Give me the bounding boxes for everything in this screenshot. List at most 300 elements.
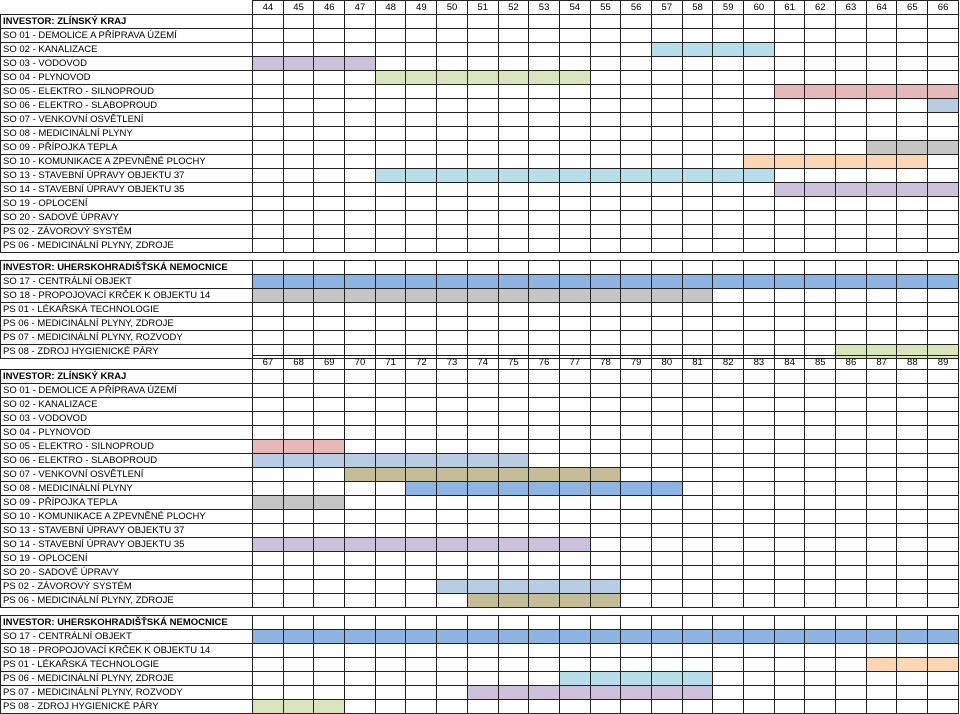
week-cell bbox=[437, 440, 468, 454]
task-row bbox=[1, 482, 959, 496]
week-cell bbox=[529, 644, 560, 658]
week-cell bbox=[713, 700, 744, 714]
week-cell bbox=[529, 552, 560, 566]
week-cell bbox=[559, 15, 590, 29]
week-cell bbox=[651, 141, 682, 155]
week-cell bbox=[713, 440, 744, 454]
week-cell bbox=[621, 331, 652, 345]
week-cell bbox=[682, 496, 713, 510]
week-cell bbox=[744, 261, 775, 275]
week-cell bbox=[897, 700, 928, 714]
week-cell bbox=[498, 566, 529, 580]
week-cell bbox=[928, 412, 959, 426]
task-label: SO 02 - KANALIZACE bbox=[1, 43, 253, 57]
week-cell bbox=[836, 29, 867, 43]
week-cell bbox=[253, 303, 284, 317]
schedule-bar-segment bbox=[406, 289, 437, 303]
week-cell bbox=[314, 370, 345, 384]
week-cell bbox=[559, 658, 590, 672]
schedule-bar-segment bbox=[651, 686, 682, 700]
task-label: SO 10 - KOMUNIKACE A ZPEVNĚNÉ PLOCHY bbox=[1, 510, 253, 524]
week-cell bbox=[897, 15, 928, 29]
week-cell bbox=[651, 99, 682, 113]
schedule-bar-segment bbox=[406, 454, 437, 468]
schedule-bar-segment bbox=[559, 289, 590, 303]
week-cell bbox=[498, 113, 529, 127]
week-cell bbox=[590, 71, 621, 85]
week-cell bbox=[621, 616, 652, 630]
schedule-bar-segment bbox=[375, 454, 406, 468]
week-cell bbox=[590, 57, 621, 71]
schedule-bar-segment bbox=[621, 169, 652, 183]
week-cell bbox=[897, 686, 928, 700]
week-number: 56 bbox=[621, 1, 652, 15]
week-cell bbox=[375, 99, 406, 113]
week-cell bbox=[651, 384, 682, 398]
week-cell bbox=[928, 566, 959, 580]
week-cell bbox=[314, 331, 345, 345]
week-cell bbox=[406, 211, 437, 225]
task-label: SO 20 - SADOVÉ ÚPRAVY bbox=[1, 211, 253, 225]
week-cell bbox=[314, 29, 345, 43]
week-cell bbox=[529, 700, 560, 714]
week-cell bbox=[406, 261, 437, 275]
week-cell bbox=[375, 658, 406, 672]
week-cell bbox=[529, 412, 560, 426]
week-cell bbox=[897, 127, 928, 141]
week-cell bbox=[437, 398, 468, 412]
week-cell bbox=[866, 289, 897, 303]
week-cell bbox=[253, 331, 284, 345]
task-row bbox=[1, 594, 959, 608]
week-cell bbox=[406, 580, 437, 594]
week-cell bbox=[866, 370, 897, 384]
week-cell bbox=[467, 426, 498, 440]
schedule-bar-segment bbox=[529, 580, 560, 594]
week-cell bbox=[253, 616, 284, 630]
week-number: 47 bbox=[345, 1, 376, 15]
week-cell bbox=[805, 99, 836, 113]
week-cell bbox=[682, 57, 713, 71]
schedule-bar-segment bbox=[621, 686, 652, 700]
week-cell bbox=[314, 524, 345, 538]
week-cell bbox=[836, 672, 867, 686]
week-cell bbox=[590, 370, 621, 384]
week-cell bbox=[283, 261, 314, 275]
schedule-bar-segment bbox=[682, 686, 713, 700]
schedule-bar-segment bbox=[744, 43, 775, 57]
week-cell bbox=[774, 43, 805, 57]
task-row bbox=[1, 524, 959, 538]
week-cell bbox=[774, 197, 805, 211]
week-cell bbox=[805, 398, 836, 412]
schedule-bar-segment bbox=[345, 468, 376, 482]
week-cell bbox=[713, 197, 744, 211]
task-row bbox=[1, 225, 959, 239]
week-cell bbox=[375, 510, 406, 524]
schedule-bar-segment bbox=[437, 275, 468, 289]
week-cell bbox=[897, 43, 928, 57]
schedule-bar-segment bbox=[836, 85, 867, 99]
week-cell bbox=[437, 261, 468, 275]
week-cell bbox=[744, 644, 775, 658]
week-cell bbox=[744, 370, 775, 384]
week-cell bbox=[498, 644, 529, 658]
week-cell bbox=[621, 43, 652, 57]
week-cell bbox=[375, 239, 406, 253]
week-cell bbox=[836, 412, 867, 426]
week-cell bbox=[928, 468, 959, 482]
week-number: 50 bbox=[437, 1, 468, 15]
schedule-bar-segment bbox=[590, 468, 621, 482]
schedule-bar-segment bbox=[805, 183, 836, 197]
week-cell bbox=[253, 398, 284, 412]
week-cell bbox=[406, 155, 437, 169]
week-cell bbox=[345, 496, 376, 510]
week-cell bbox=[406, 99, 437, 113]
week-cell bbox=[314, 398, 345, 412]
week-cell bbox=[713, 183, 744, 197]
week-cell bbox=[713, 57, 744, 71]
schedule-bar-segment bbox=[897, 275, 928, 289]
week-cell bbox=[744, 566, 775, 580]
week-cell bbox=[713, 468, 744, 482]
week-cell bbox=[621, 384, 652, 398]
schedule-bar-segment bbox=[651, 43, 682, 57]
week-cell bbox=[437, 594, 468, 608]
week-cell bbox=[375, 85, 406, 99]
week-cell bbox=[253, 468, 284, 482]
week-cell bbox=[559, 113, 590, 127]
week-cell bbox=[928, 594, 959, 608]
week-cell bbox=[529, 496, 560, 510]
week-cell bbox=[805, 552, 836, 566]
week-cell bbox=[437, 43, 468, 57]
week-cell bbox=[375, 15, 406, 29]
week-cell bbox=[866, 169, 897, 183]
week-cell bbox=[529, 57, 560, 71]
investor-label: INVESTOR: UHERSKOHRADIŠŤSKÁ NEMOCNICE bbox=[1, 261, 253, 275]
week-cell bbox=[345, 566, 376, 580]
week-cell bbox=[590, 155, 621, 169]
week-cell bbox=[345, 370, 376, 384]
week-cell bbox=[744, 412, 775, 426]
week-cell bbox=[866, 261, 897, 275]
schedule-bar-segment bbox=[559, 482, 590, 496]
schedule-bar-segment bbox=[559, 169, 590, 183]
task-label: PS 07 - MEDICINÁLNÍ PLYNY, ROZVODY bbox=[1, 331, 253, 345]
task-row bbox=[1, 99, 959, 113]
week-cell bbox=[529, 155, 560, 169]
week-cell bbox=[621, 225, 652, 239]
week-cell bbox=[498, 225, 529, 239]
week-cell bbox=[498, 398, 529, 412]
week-cell bbox=[682, 510, 713, 524]
week-cell bbox=[805, 57, 836, 71]
week-cell bbox=[774, 317, 805, 331]
week-cell bbox=[713, 672, 744, 686]
week-cell bbox=[928, 384, 959, 398]
schedule-bar-segment bbox=[559, 580, 590, 594]
week-cell bbox=[345, 384, 376, 398]
week-cell bbox=[744, 398, 775, 412]
schedule-bar-segment bbox=[805, 630, 836, 644]
week-cell bbox=[529, 261, 560, 275]
separator-cell bbox=[1, 608, 959, 616]
week-cell bbox=[897, 426, 928, 440]
week-number: 73 bbox=[437, 356, 468, 370]
week-cell bbox=[529, 197, 560, 211]
schedule-bar-segment bbox=[928, 99, 959, 113]
task-row bbox=[1, 440, 959, 454]
week-cell bbox=[314, 580, 345, 594]
schedule-bar-segment bbox=[314, 538, 345, 552]
week-cell bbox=[774, 686, 805, 700]
task-label: SO 09 - PŘÍPOJKA TEPLA bbox=[1, 141, 253, 155]
week-cell bbox=[928, 317, 959, 331]
week-cell bbox=[836, 594, 867, 608]
schedule-bar-segment bbox=[253, 496, 284, 510]
week-cell bbox=[345, 303, 376, 317]
week-cell bbox=[283, 29, 314, 43]
week-cell bbox=[559, 85, 590, 99]
week-cell bbox=[559, 303, 590, 317]
week-cell bbox=[437, 412, 468, 426]
schedule-bar-segment bbox=[590, 289, 621, 303]
schedule-bar-segment bbox=[744, 630, 775, 644]
week-cell bbox=[866, 29, 897, 43]
week-cell bbox=[375, 57, 406, 71]
week-cell bbox=[897, 29, 928, 43]
week-cell bbox=[345, 672, 376, 686]
week-cell bbox=[928, 57, 959, 71]
week-cell bbox=[590, 496, 621, 510]
week-number: 58 bbox=[682, 1, 713, 15]
week-cell bbox=[253, 197, 284, 211]
week-cell bbox=[590, 524, 621, 538]
week-cell bbox=[437, 566, 468, 580]
week-cell bbox=[437, 127, 468, 141]
week-cell bbox=[498, 127, 529, 141]
week-cell bbox=[345, 317, 376, 331]
week-cell bbox=[590, 303, 621, 317]
schedule-bar-segment bbox=[437, 289, 468, 303]
week-cell bbox=[651, 57, 682, 71]
schedule-bar-segment bbox=[774, 155, 805, 169]
week-cell bbox=[283, 412, 314, 426]
week-cell bbox=[498, 384, 529, 398]
week-cell bbox=[805, 672, 836, 686]
week-cell bbox=[314, 15, 345, 29]
schedule-bar-segment bbox=[437, 580, 468, 594]
week-cell bbox=[744, 99, 775, 113]
week-cell bbox=[283, 317, 314, 331]
week-cell bbox=[805, 658, 836, 672]
week-cell bbox=[651, 700, 682, 714]
task-label: SO 19 - OPLOCENÍ bbox=[1, 552, 253, 566]
schedule-bar-segment bbox=[928, 141, 959, 155]
week-cell bbox=[529, 239, 560, 253]
week-cell bbox=[375, 700, 406, 714]
week-cell bbox=[744, 552, 775, 566]
week-cell bbox=[928, 616, 959, 630]
week-cell bbox=[314, 211, 345, 225]
week-cell bbox=[621, 524, 652, 538]
week-cell bbox=[437, 496, 468, 510]
week-cell bbox=[498, 524, 529, 538]
schedule-bar-segment bbox=[559, 275, 590, 289]
week-cell bbox=[375, 440, 406, 454]
schedule-bar-segment bbox=[651, 289, 682, 303]
week-cell bbox=[713, 552, 744, 566]
week-cell bbox=[928, 127, 959, 141]
week-cell bbox=[866, 468, 897, 482]
week-cell bbox=[283, 141, 314, 155]
week-cell bbox=[559, 261, 590, 275]
week-cell bbox=[805, 370, 836, 384]
week-cell bbox=[406, 331, 437, 345]
week-cell bbox=[375, 412, 406, 426]
week-cell bbox=[774, 370, 805, 384]
week-cell bbox=[866, 398, 897, 412]
task-label: SO 04 - PLYNOVOD bbox=[1, 426, 253, 440]
week-cell bbox=[897, 331, 928, 345]
week-cell bbox=[774, 672, 805, 686]
week-cell bbox=[866, 686, 897, 700]
schedule-bar-segment bbox=[805, 155, 836, 169]
week-number: 63 bbox=[836, 1, 867, 15]
week-cell bbox=[774, 211, 805, 225]
week-cell bbox=[498, 317, 529, 331]
week-cell bbox=[928, 197, 959, 211]
week-cell bbox=[805, 261, 836, 275]
week-cell bbox=[590, 552, 621, 566]
schedule-bar-segment bbox=[559, 468, 590, 482]
week-cell bbox=[498, 440, 529, 454]
schedule-bar-segment bbox=[406, 538, 437, 552]
task-label: SO 04 - PLYNOVOD bbox=[1, 71, 253, 85]
week-cell bbox=[928, 510, 959, 524]
week-cell bbox=[928, 225, 959, 239]
week-cell bbox=[805, 211, 836, 225]
week-cell bbox=[805, 331, 836, 345]
week-cell bbox=[897, 261, 928, 275]
schedule-bar-segment bbox=[467, 275, 498, 289]
week-cell bbox=[713, 331, 744, 345]
week-cell bbox=[529, 454, 560, 468]
week-cell bbox=[437, 15, 468, 29]
week-cell bbox=[283, 398, 314, 412]
week-cell bbox=[559, 29, 590, 43]
week-cell bbox=[345, 510, 376, 524]
week-cell bbox=[253, 412, 284, 426]
week-cell bbox=[590, 658, 621, 672]
week-cell bbox=[928, 370, 959, 384]
schedule-bar-segment bbox=[590, 275, 621, 289]
week-cell bbox=[836, 71, 867, 85]
week-cell bbox=[713, 15, 744, 29]
header-blank-cell bbox=[1, 1, 253, 15]
week-cell bbox=[529, 183, 560, 197]
week-cell bbox=[836, 169, 867, 183]
week-cell bbox=[682, 155, 713, 169]
task-row bbox=[1, 303, 959, 317]
week-cell bbox=[314, 197, 345, 211]
week-cell bbox=[621, 57, 652, 71]
week-cell bbox=[529, 398, 560, 412]
week-number: 59 bbox=[713, 1, 744, 15]
week-number: 51 bbox=[467, 1, 498, 15]
week-cell bbox=[437, 225, 468, 239]
week-cell bbox=[529, 141, 560, 155]
task-row bbox=[1, 496, 959, 510]
week-cell bbox=[314, 99, 345, 113]
week-cell bbox=[928, 426, 959, 440]
week-cell bbox=[467, 317, 498, 331]
week-cell bbox=[437, 303, 468, 317]
week-cell bbox=[559, 211, 590, 225]
week-cell bbox=[345, 398, 376, 412]
schedule-bar-segment bbox=[713, 275, 744, 289]
week-cell bbox=[866, 616, 897, 630]
schedule-bar-segment bbox=[437, 482, 468, 496]
week-cell bbox=[345, 141, 376, 155]
week-cell bbox=[805, 454, 836, 468]
week-cell bbox=[713, 510, 744, 524]
week-cell bbox=[682, 225, 713, 239]
week-cell bbox=[559, 384, 590, 398]
week-cell bbox=[283, 225, 314, 239]
week-cell bbox=[498, 57, 529, 71]
week-cell bbox=[467, 57, 498, 71]
section-separator bbox=[1, 253, 959, 261]
week-cell bbox=[467, 552, 498, 566]
week-cell bbox=[437, 644, 468, 658]
week-number: 85 bbox=[805, 356, 836, 370]
week-cell bbox=[621, 183, 652, 197]
week-cell bbox=[375, 672, 406, 686]
week-cell bbox=[375, 331, 406, 345]
week-cell bbox=[836, 468, 867, 482]
week-cell bbox=[498, 496, 529, 510]
week-cell bbox=[928, 398, 959, 412]
week-cell bbox=[590, 211, 621, 225]
week-cell bbox=[713, 303, 744, 317]
week-cell bbox=[437, 384, 468, 398]
task-label: SO 20 - SADOVÉ ÚPRAVY bbox=[1, 566, 253, 580]
week-cell bbox=[314, 644, 345, 658]
week-cell bbox=[345, 113, 376, 127]
week-cell bbox=[314, 43, 345, 57]
week-cell bbox=[713, 225, 744, 239]
week-cell bbox=[437, 155, 468, 169]
week-cell bbox=[406, 43, 437, 57]
week-number: 65 bbox=[897, 1, 928, 15]
week-cell bbox=[375, 141, 406, 155]
week-number: 76 bbox=[529, 356, 560, 370]
task-row bbox=[1, 85, 959, 99]
task-row bbox=[1, 468, 959, 482]
week-cell bbox=[529, 85, 560, 99]
week-cell bbox=[774, 239, 805, 253]
task-row bbox=[1, 183, 959, 197]
week-cell bbox=[375, 644, 406, 658]
schedule-bar-segment bbox=[590, 594, 621, 608]
week-cell bbox=[682, 594, 713, 608]
week-cell bbox=[529, 113, 560, 127]
week-cell bbox=[253, 686, 284, 700]
week-cell bbox=[529, 15, 560, 29]
